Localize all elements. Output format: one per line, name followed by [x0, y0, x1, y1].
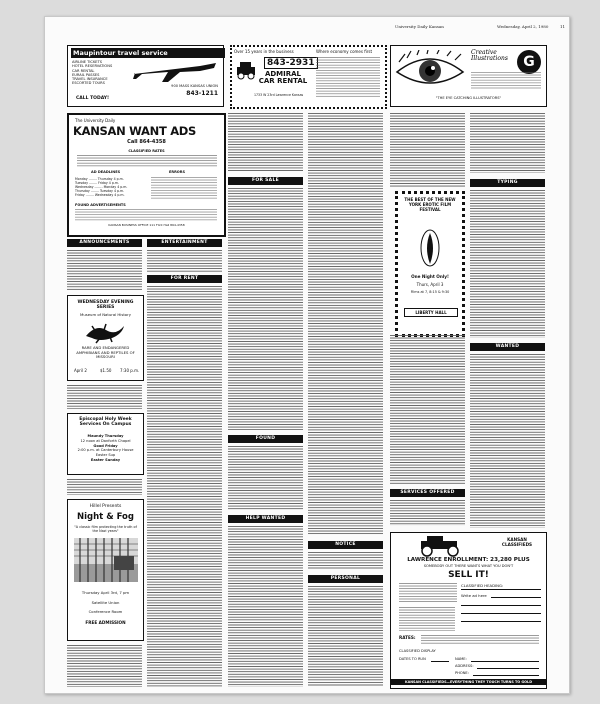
creative-title: Creative Illustrations [471, 49, 508, 62]
deadline-row: Friday ........ Wednesday 4 p.m. [75, 193, 125, 197]
column5-text-mid [390, 335, 465, 485]
service-item: EURAIL PASSES [72, 72, 100, 77]
errors-label: ERRORS [169, 170, 185, 174]
maupintour-title: Maupintour travel service [71, 48, 225, 58]
services-offered-heading: SERVICES OFFERED [390, 489, 465, 497]
museum-time: 7:30 p.m. [120, 368, 140, 373]
camp-photo [74, 538, 138, 582]
episcopal-schedule: Maundy Thursday 12 noon at Danforth Chapel Good Friday 2:00 p.m. at Canterbury House Easter Sup Easter Sunday [77, 434, 134, 462]
announcements-heading: ANNOUNCEMENTS [67, 239, 142, 247]
rates-grid [421, 635, 539, 645]
film-festival-times: Films at 7, 8:15 & 9:30 [410, 290, 450, 294]
figure-icon [418, 228, 442, 268]
liberty-hall-logo: LIBERTY HALL [404, 308, 458, 317]
write-ad-input[interactable] [461, 605, 541, 606]
ad-deadlines-label: AD DEADLINES [91, 170, 121, 174]
write-ad-label: Write ad here [461, 593, 487, 598]
found-ads-text [75, 209, 217, 221]
phone-input[interactable] [473, 675, 539, 676]
eye-icon [395, 50, 465, 92]
services-offered-text [390, 500, 465, 526]
classified-heading-label: CLASSIFIED HEADING: [461, 583, 504, 588]
column1-text-b [67, 479, 142, 495]
creative-text [471, 72, 541, 90]
deadline-schedule [399, 607, 455, 631]
museum-name: Museum of Natural History [80, 312, 131, 317]
maupintour-address: 900 MASS KANSAS UNION [171, 84, 218, 88]
typing-heading: TYPING [470, 179, 545, 187]
service-item: AIRLINE TICKETS [72, 60, 103, 64]
film-festival-ad [395, 191, 465, 337]
wanted-text [470, 354, 545, 528]
for-rent-text [147, 286, 222, 687]
column5-text-top [390, 113, 465, 187]
page-number: 11 [560, 24, 566, 29]
dates-input[interactable] [431, 661, 449, 662]
publication-name: University Daily Kansan [395, 24, 444, 29]
service-item: TRAVEL INSURANCE [72, 77, 108, 82]
vintage-car-icon [411, 535, 471, 557]
film-festival-one-night: One Night Only! [411, 274, 449, 279]
hillel-place: Satellite Union [91, 600, 120, 605]
admiral-rates-text [316, 57, 380, 97]
hillel-room: Conference Room [88, 609, 123, 614]
name-label: NAME: [455, 657, 467, 661]
write-ad-input[interactable] [461, 613, 541, 614]
museum-date: April 2 [74, 368, 87, 373]
issue-date: Wednesday, April 2, 1980 [497, 24, 549, 29]
found-heading: FOUND [228, 435, 303, 443]
deadline-row: Monday ........ Thursday 4 p.m. [75, 177, 124, 181]
errors-text [151, 177, 217, 199]
found-ads-label: FOUND ADVERTISEMENTS [75, 203, 126, 207]
rates-label: RATES: [399, 635, 416, 640]
admiral-name: ADMIRAL CAR RENTAL [258, 70, 308, 85]
enrollment-tagline: SOMEBODY OUT THERE WANTS WHAT YOU DON'T [423, 564, 514, 568]
column3-text-top [228, 113, 303, 171]
column1-text-a [67, 385, 142, 409]
entertainment-text [147, 250, 222, 272]
maupintour-services [72, 60, 112, 86]
enrollment-title: LAWRENCE ENROLLMENT: 23,280 PLUS [407, 557, 530, 563]
newspaper-page [44, 16, 570, 694]
museum-topic: RARE AND ENDANGERED AMPHIBIANS AND REPTILES OF MISSOURI [76, 345, 135, 360]
personal-text [308, 586, 383, 687]
notice-text [308, 552, 383, 570]
deadline-row: Wednesday ........ Monday 4 p.m. [75, 185, 128, 189]
enrollment-instructions [399, 583, 457, 603]
museum-ad [67, 295, 144, 381]
classified-footer: KANSAN CLASSIFIEDS—EVERYTHING THEY TOUCH TURNS TO GOLD [391, 679, 546, 685]
enrollment-ad [390, 532, 547, 689]
admiral-address: 1733 W 23rd Lawrence Kansas [254, 93, 304, 97]
admiral-years: Over 15 years in the business [234, 49, 294, 54]
wanted-heading: WANTED [470, 343, 545, 351]
film-festival-title: THE BEST OF THE NEW YORK EROTIC FILM FESTIVAL [404, 197, 456, 212]
g-logo-icon: G [517, 50, 541, 74]
notice-heading: NOTICE [308, 541, 383, 549]
write-ad-input[interactable] [461, 621, 541, 622]
want-ads-box [67, 113, 226, 237]
deadline-list [75, 177, 145, 197]
business-office: KANSAN BUSINESS OFFICE 111 Flint Hall 864-4358 [108, 223, 185, 227]
admiral-phone: 843-2931 [264, 57, 318, 69]
deadline-row: Thursday ........ Tuesday 4 p.m. [75, 189, 125, 193]
column1-text-c [67, 645, 142, 687]
maupintour-tagline: CALL TODAY! [76, 96, 110, 101]
dates-to-run-label: DATES TO RUN [399, 657, 426, 661]
hillel-date: Thursday April 3rd, 7 pm [81, 590, 130, 595]
deadline-row: Tuesday ........ Friday 4 p.m. [75, 181, 119, 185]
film-festival-date: Thurs, April 3 [416, 282, 444, 287]
maupintour-phone: 843-1211 [186, 90, 218, 97]
phone-label: PHONE: [455, 671, 469, 675]
column6-text-top [470, 113, 545, 173]
episcopal-ad [67, 413, 144, 475]
want-ads-subtitle: The University Daily [75, 118, 116, 123]
name-input[interactable] [471, 661, 539, 662]
announcements-text [67, 250, 142, 290]
personal-heading: PERSONAL [308, 575, 383, 583]
help-wanted-text [228, 526, 303, 687]
want-ads-phone: Call 864-4358 [127, 139, 166, 145]
hillel-price: FREE ADMISSION [85, 620, 126, 625]
creative-tagline: "THE EYE CATCHING ILLUSTRATORS" [435, 96, 502, 100]
classified-display-label: CLASSIFIED DISPLAY [399, 649, 436, 653]
admiral-ad [230, 45, 387, 109]
address-label: ADDRESS: [455, 664, 474, 668]
for-sale-heading: FOR SALE [228, 177, 303, 185]
hillel-film-title: Night & Fog [77, 512, 134, 522]
address-input[interactable] [477, 668, 539, 669]
heading-line [461, 589, 541, 590]
admiral-economy: Where economy comes first [316, 49, 373, 54]
service-item: ESCORTED TOURS [72, 81, 105, 86]
service-item: HOTEL RESERVATIONS [72, 64, 113, 69]
for-sale-text [228, 188, 303, 430]
airplane-icon [130, 58, 218, 84]
maupintour-ad [67, 45, 224, 107]
car-icon [235, 59, 257, 81]
museum-price: $1.50 [100, 368, 112, 373]
hillel-quote: "A classic film protecting the truth of the Nazi years" [74, 525, 137, 534]
rates-table [77, 155, 217, 167]
column4-text [308, 113, 383, 535]
write-ad-input[interactable] [491, 597, 541, 598]
help-wanted-heading: HELP WANTED [228, 515, 303, 523]
for-rent-heading: FOR RENT [147, 275, 222, 283]
episcopal-title: Episcopal Holy Week Services On Campus [79, 417, 132, 428]
sell-it-headline: SELL IT! [448, 570, 489, 580]
found-text [228, 446, 303, 510]
hillel-presents: Hillel Presents [89, 504, 122, 509]
hillel-ad [67, 499, 144, 641]
classified-rates-label: CLASSIFIED RATES [128, 149, 165, 153]
kansan-classifieds-brand: KANSAN CLASSIFIEDS [501, 537, 533, 547]
entertainment-heading: ENTERTAINMENT [147, 239, 222, 247]
creative-illustrations-ad [390, 45, 547, 107]
lizard-icon [82, 318, 128, 344]
typing-text [470, 190, 545, 338]
service-item: CAR RENTAL [72, 68, 95, 73]
want-ads-title: KANSAN WANT ADS [73, 124, 197, 138]
museum-series: WEDNESDAY EVENING SERIES [77, 300, 134, 310]
